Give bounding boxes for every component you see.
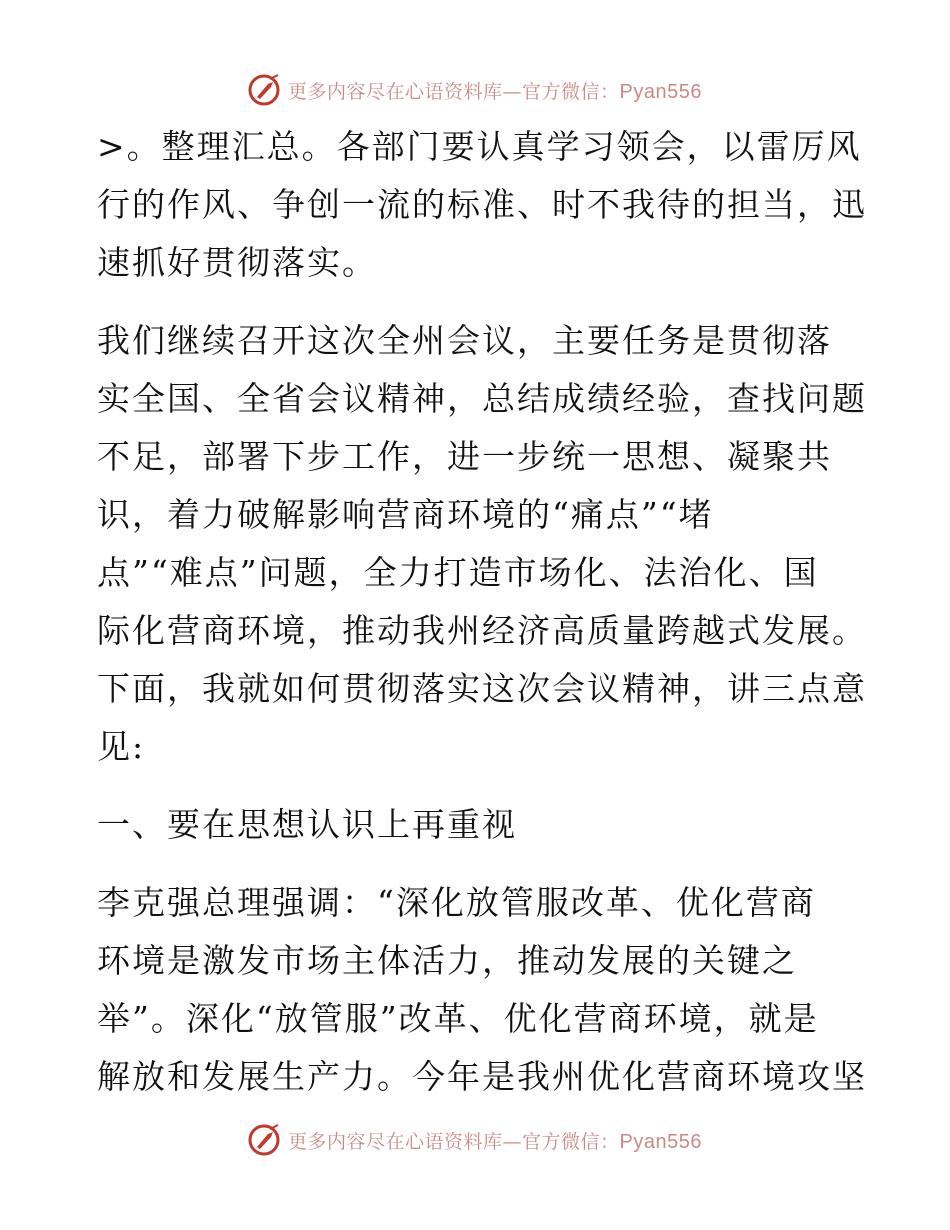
watermark-wechat-id: Pyan556	[619, 1130, 702, 1153]
paragraph	[97, 874, 867, 1106]
text-line: 行的作风、争创一流的标准、时不我待的担当，迅	[97, 185, 867, 224]
text-line: 我们继续召开这次全州会议，主要任务是贯彻落	[97, 321, 832, 360]
text-line: 不足，部署下步工作，进一步统一思想、凝聚共	[97, 437, 832, 476]
pen-logo-icon	[248, 1123, 282, 1157]
paragraph	[97, 312, 867, 776]
text-line: 下面，我就如何贯彻落实这次会议精神，讲三点意	[97, 669, 867, 708]
text-line: 举”。深化“放管服”改革、优化营商环境，就是	[97, 999, 819, 1038]
document-body	[97, 118, 867, 1106]
pen-logo-icon	[248, 73, 282, 107]
section-heading	[97, 796, 857, 854]
text-line: 际化营商环境，推动我州经济高质量跨越式发展。	[97, 611, 867, 650]
text-line: 点”“难点”问题，全力打造市场化、法治化、国	[97, 553, 819, 592]
text-line: 速抓好贯彻落实。	[97, 243, 377, 282]
watermark-text: 更多内容尽在心语资料库—官方微信：Pyan556	[288, 80, 702, 103]
paragraph	[97, 118, 867, 292]
header-watermark	[0, 70, 950, 110]
watermark-wechat-id: Pyan556	[619, 80, 702, 103]
text-line: 李克强总理强调：“深化放管服改革、优化营商	[97, 883, 816, 922]
text-line: >。整理汇总。各部门要认真学习领会，以雷厉风	[97, 127, 862, 166]
text-line: 环境是激发市场主体活力，推动发展的关键之	[97, 941, 797, 980]
watermark-text: 更多内容尽在心语资料库—官方微信：Pyan556	[288, 1130, 702, 1153]
footer-watermark	[0, 1120, 950, 1160]
text-line: 见:	[97, 727, 146, 766]
text-line: 实全国、全省会议精神，总结成绩经验，查找问题	[97, 379, 867, 418]
text-line: 解放和发展生产力。今年是我州优化营商环境攻坚	[97, 1057, 867, 1096]
text-line: 一、要在思想认识上再重视	[97, 805, 517, 844]
text-line: 识，着力破解影响营商环境的“痛点”“堵	[97, 495, 714, 534]
